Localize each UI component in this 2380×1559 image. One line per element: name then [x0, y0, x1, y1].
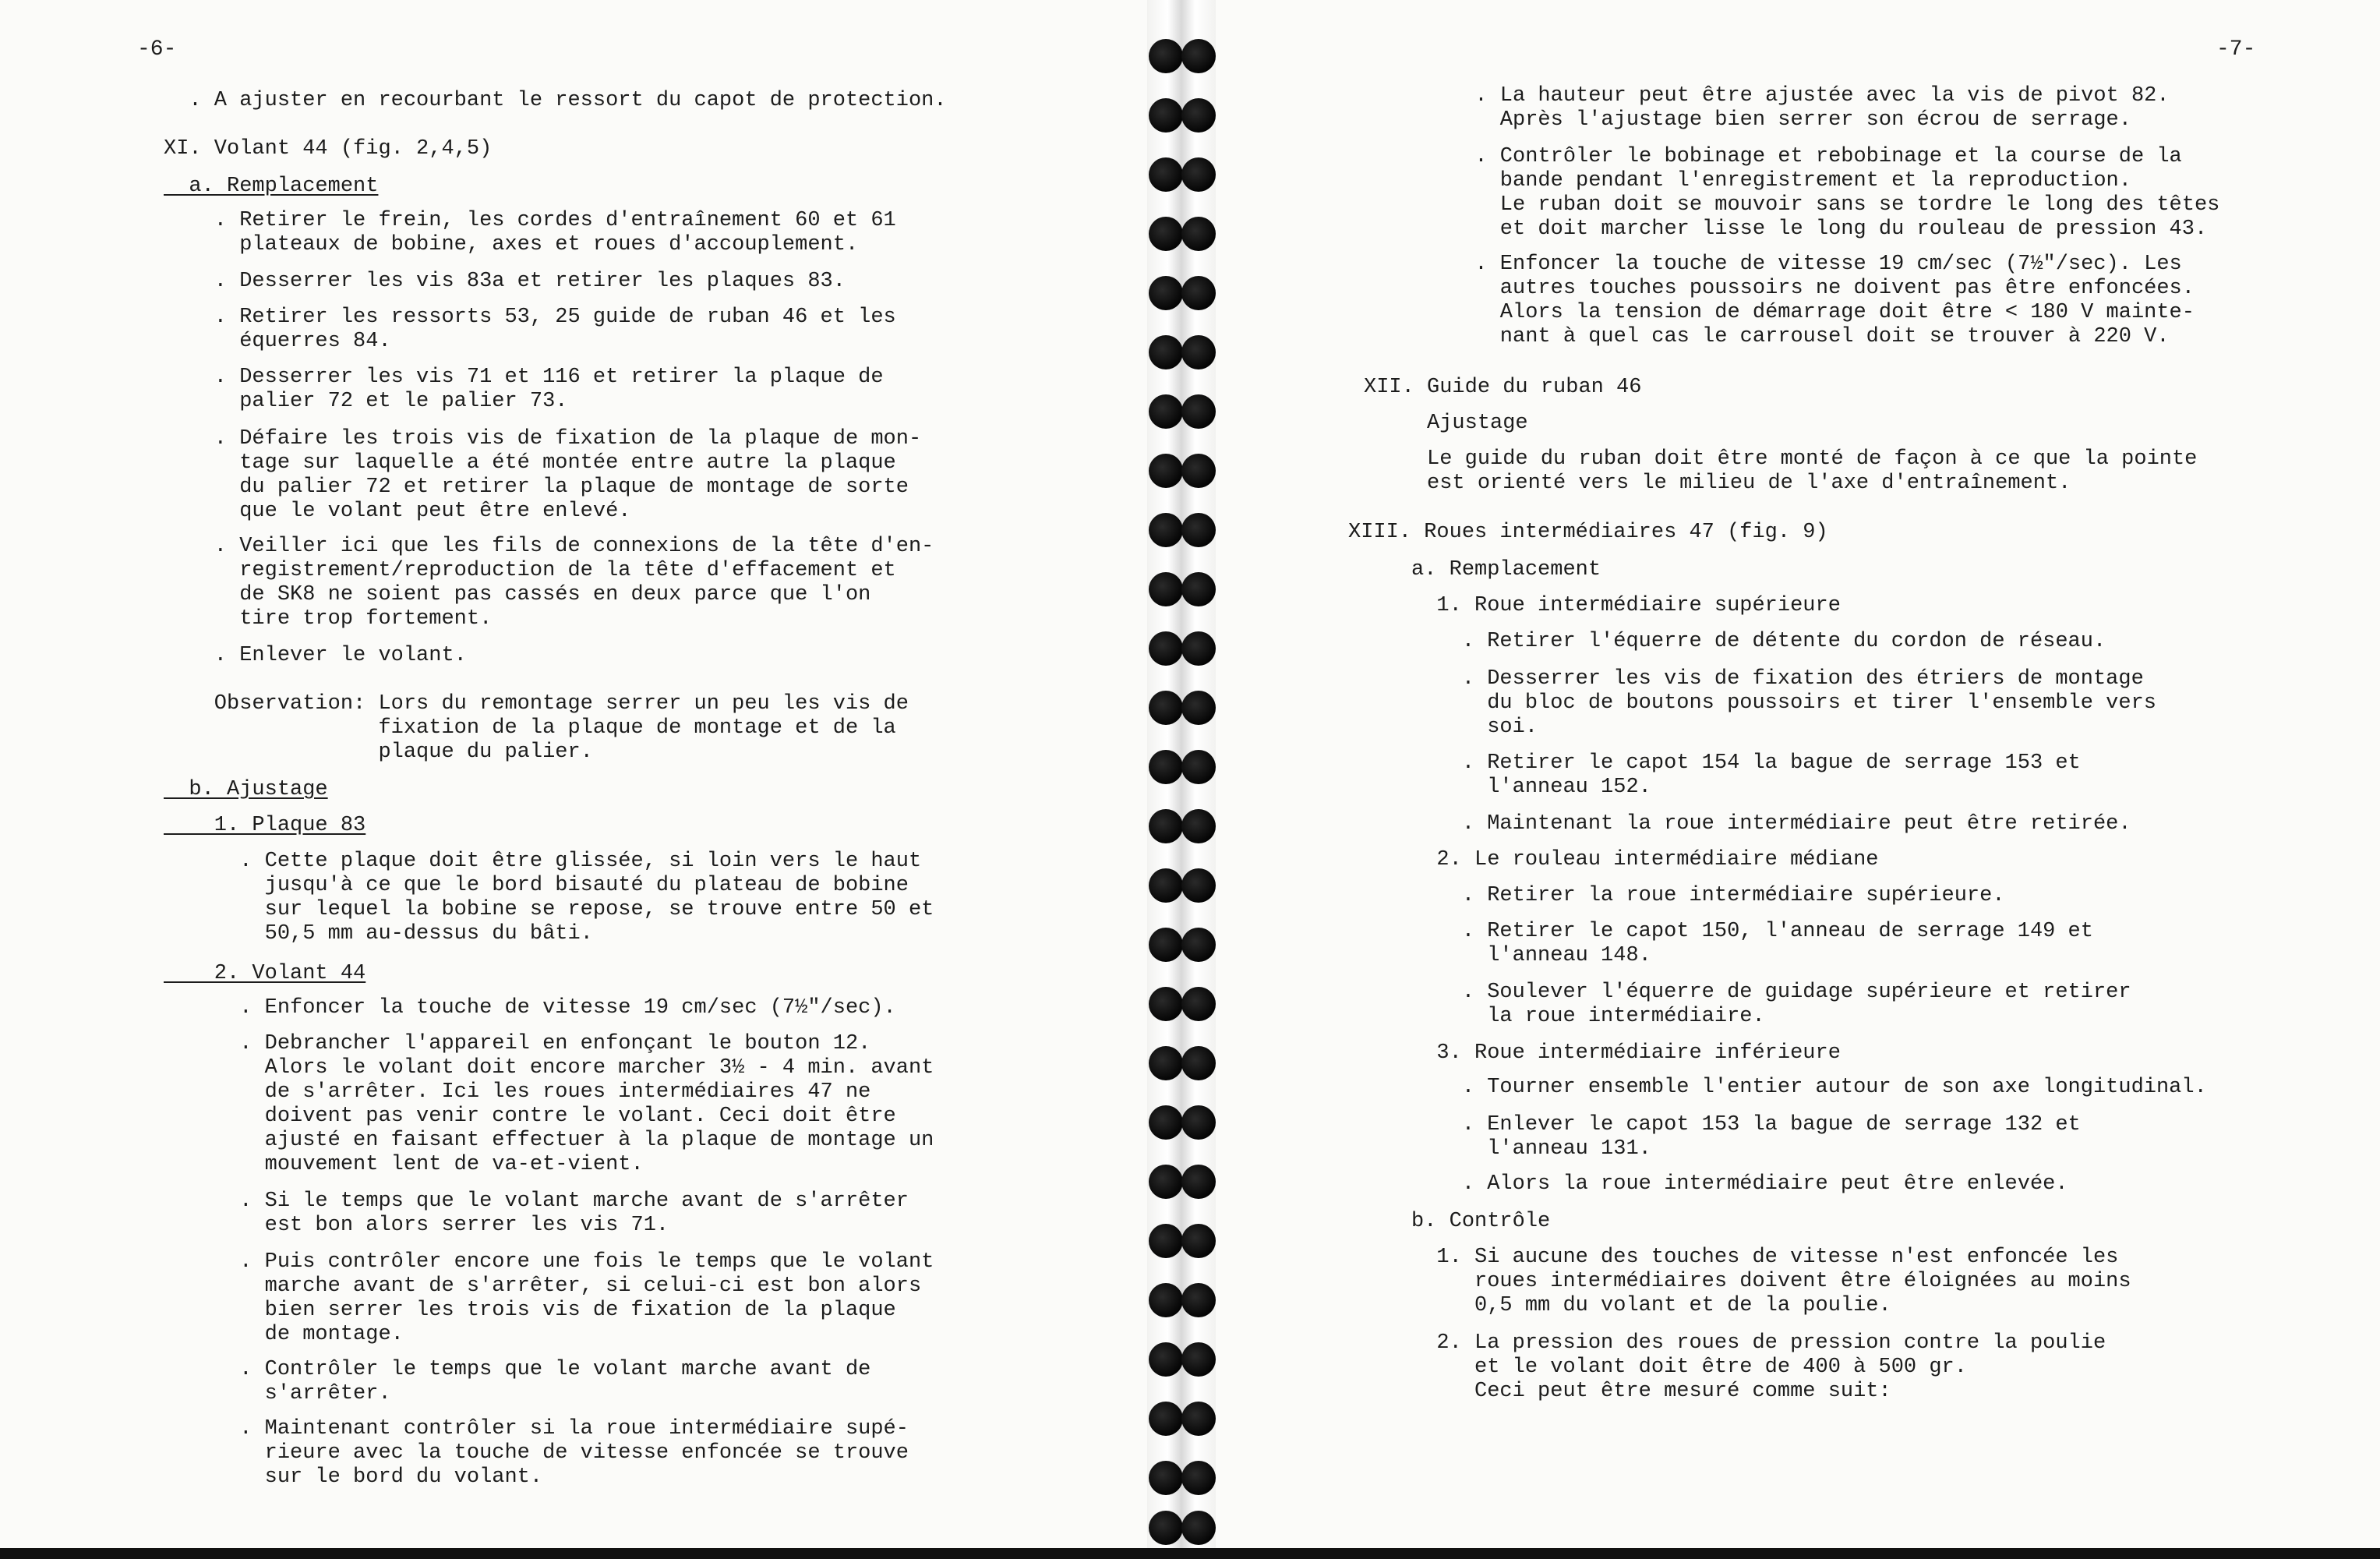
section-heading: XIII. Roues intermédiaires 47 (fig. 9): [1348, 521, 1828, 544]
binding-hole: [1149, 572, 1183, 606]
binding-hole: [1181, 513, 1216, 547]
binding-hole: [1149, 1461, 1183, 1495]
text-line: . Enlever le volant.: [164, 644, 467, 667]
text-line: . Retirer la roue intermédiaire supérieure.: [1348, 884, 2005, 907]
text-line: de s'arrêter. Ici les roues intermédiaires 47 ne: [164, 1080, 871, 1104]
text-line: . Desserrer les vis de fixation des étriers de montage: [1348, 667, 2144, 691]
text-line: Après l'ajustage bien serrer son écrou de serrage.: [1450, 108, 2131, 132]
binding-hole: [1181, 1511, 1216, 1545]
binding-hole: [1181, 928, 1216, 962]
text-line: et le volant doit être de 400 à 500 gr.: [1348, 1356, 1967, 1379]
text-line: . Maintenant contrôler si la roue intermédiaire supé-: [164, 1417, 909, 1441]
observation-line: Observation: Lors du remontage serrer un peu les vis de: [164, 692, 909, 716]
text-line: . Debrancher l'appareil en enfonçant le bouton 12.: [164, 1032, 871, 1055]
binding-hole: [1181, 868, 1216, 903]
text-line: . Cette plaque doit être glissée, si loin vers le haut: [164, 850, 922, 873]
text-line: tage sur laquelle a été montée entre autre la plaque: [164, 451, 896, 475]
text-line: et doit marcher lisse le long du rouleau de pression 43.: [1450, 217, 2208, 241]
text-line: est orienté vers le milieu de l'axe d'entraînement.: [1364, 472, 2071, 495]
binding-hole: [1149, 1342, 1183, 1377]
binding-hole: [1149, 513, 1183, 547]
text-line: du bloc de boutons poussoirs et tirer l'ensemble vers: [1348, 691, 2156, 715]
text-line: registrement/reproduction de la tête d'effacement et: [164, 559, 896, 582]
binding-hole: [1149, 928, 1183, 962]
text-line: l'anneau 131.: [1348, 1137, 1651, 1161]
text-line: . Défaire les trois vis de fixation de la plaque de mon-: [164, 427, 922, 451]
subsection-heading: a. Remplacement: [164, 175, 379, 198]
subsection-heading: 2. Volant 44: [164, 962, 366, 985]
binding-hole: [1149, 1165, 1183, 1199]
binding-hole: [1181, 1105, 1216, 1140]
binding-hole: [1149, 98, 1183, 133]
binding-hole: [1149, 631, 1183, 666]
binding-hole: [1149, 39, 1183, 73]
text-line: . Desserrer les vis 71 et 116 et retirer la plaque de: [164, 366, 884, 389]
text-line: . Maintenant la roue intermédiaire peut être retirée.: [1348, 812, 2131, 836]
binding-hole: [1149, 157, 1183, 192]
page-number: -6-: [137, 37, 177, 62]
binding-hole: [1181, 572, 1216, 606]
binding-hole: [1181, 1224, 1216, 1258]
subsection-heading: 1. Roue intermédiaire supérieure: [1348, 594, 1841, 617]
text-line: l'anneau 152.: [1348, 776, 1651, 799]
text-line: mouvement lent de va-et-vient.: [164, 1153, 644, 1176]
text-line: . Retirer le capot 154 la bague de serrage 153 et: [1348, 751, 2081, 775]
text-line: équerres 84.: [164, 330, 391, 353]
text-line: 50,5 mm au-dessus du bâti.: [164, 922, 593, 946]
binding-hole: [1181, 809, 1216, 843]
text-line: . Alors la roue intermédiaire peut être enlevée.: [1348, 1172, 2068, 1196]
binding-hole: [1149, 1046, 1183, 1080]
text-line: . Enfoncer la touche de vitesse 19 cm/sec (7½"/sec). Les: [1450, 253, 2182, 276]
binding-hole: [1181, 1283, 1216, 1317]
text-line: l'anneau 148.: [1348, 944, 1651, 967]
binding-hole: [1149, 750, 1183, 784]
text-line: . Retirer les ressorts 53, 25 guide de ruban 46 et les: [164, 306, 896, 329]
text-line: . Retirer le frein, les cordes d'entraînement 60 et 61: [164, 209, 896, 232]
text-line: . Soulever l'équerre de guidage supérieure et retirer: [1348, 981, 2131, 1004]
text-line: palier 72 et le palier 73.: [164, 390, 568, 413]
binding-hole: [1149, 987, 1183, 1021]
text-line: s'arrêter.: [164, 1382, 391, 1405]
text-line: Ceci peut être mesuré comme suit:: [1348, 1380, 1891, 1403]
text-line: que le volant peut être enlevé.: [164, 500, 631, 523]
binding-spine: [1147, 0, 1216, 1559]
binding-hole: [1181, 394, 1216, 429]
binding-hole: [1149, 454, 1183, 488]
text-line: soi.: [1348, 716, 1538, 739]
text-line: roues intermédiaires doivent être éloignées au moins: [1348, 1270, 2131, 1293]
text-line: . Puis contrôler encore une fois le temps que le volant: [164, 1250, 934, 1274]
text-line: Le ruban doit se mouvoir sans se tordre le long des têtes: [1450, 193, 2220, 217]
text-line: Alors le volant doit encore marcher 3½ - 4 min. avant: [164, 1056, 934, 1080]
scan-bottom-edge: [0, 1548, 2380, 1559]
section-heading: XII. Guide du ruban 46: [1364, 376, 1642, 399]
text-line: . Enfoncer la touche de vitesse 19 cm/sec (7½"/sec).: [164, 996, 896, 1020]
text-line: . Contrôler le bobinage et rebobinage et la course de la: [1450, 145, 2182, 168]
binding-hole: [1181, 987, 1216, 1021]
text-line: Alors la tension de démarrage doit être < 180 V mainte-: [1450, 301, 2195, 324]
binding-hole: [1149, 394, 1183, 429]
subsection-heading: Ajustage: [1364, 412, 1528, 435]
binding-hole: [1181, 631, 1216, 666]
text-line: . Retirer le capot 150, l'anneau de serrage 149 et: [1348, 920, 2093, 943]
binding-hole: [1181, 157, 1216, 192]
binding-hole: [1149, 1402, 1183, 1436]
binding-hole: [1181, 98, 1216, 133]
right-page: [1216, 0, 2380, 1559]
binding-hole: [1149, 691, 1183, 725]
text-line: jusqu'à ce que le bord bisauté du plateau de bobine: [164, 874, 909, 897]
binding-hole: [1181, 1342, 1216, 1377]
subsection-heading: 1. Plaque 83: [164, 814, 366, 837]
text-line: 0,5 mm du volant et de la poulie.: [1348, 1294, 1891, 1317]
text-line: la roue intermédiaire.: [1348, 1005, 1765, 1028]
subsection-heading: b. Ajustage: [164, 778, 328, 801]
subsection-heading: 3. Roue intermédiaire inférieure: [1348, 1041, 1841, 1065]
text-line: de montage.: [164, 1323, 404, 1346]
text-line: 1. Si aucune des touches de vitesse n'est enfoncée les: [1348, 1246, 2119, 1269]
text-line: . A ajuster en recourbant le ressort du capot de protection.: [164, 89, 947, 112]
text-line: 2. La pression des roues de pression contre la poulie: [1348, 1331, 2106, 1355]
text-line: sur le bord du volant.: [164, 1465, 543, 1489]
binding-hole: [1181, 1402, 1216, 1436]
binding-hole: [1181, 39, 1216, 73]
text-line: sur lequel la bobine se repose, se trouve entre 50 et: [164, 898, 934, 921]
text-line: . La hauteur peut être ajustée avec la vis de pivot 82.: [1450, 84, 2170, 108]
binding-hole: [1149, 335, 1183, 369]
binding-hole: [1149, 1105, 1183, 1140]
binding-hole: [1181, 454, 1216, 488]
binding-hole: [1181, 1165, 1216, 1199]
text-line: . Tourner ensemble l'entier autour de son axe longitudinal.: [1348, 1076, 2207, 1099]
binding-hole: [1181, 750, 1216, 784]
text-line: de SK8 ne soient pas cassés en deux parce que l'on: [164, 583, 871, 606]
text-line: fixation de la plaque de montage et de la: [164, 716, 896, 740]
binding-hole: [1181, 1046, 1216, 1080]
text-line: . Si le temps que le volant marche avant de s'arrêter: [164, 1190, 909, 1213]
text-line: . Retirer l'équerre de détente du cordon de réseau.: [1348, 630, 2106, 653]
section-heading: XI. Volant 44 (fig. 2,4,5): [164, 137, 493, 161]
text-line: . Enlever le capot 153 la bague de serrage 132 et: [1348, 1113, 2081, 1137]
binding-hole: [1181, 691, 1216, 725]
text-line: Le guide du ruban doit être monté de façon à ce que la pointe: [1364, 447, 2198, 471]
text-line: nant à quel cas le carrousel doit se trouver à 220 V.: [1450, 325, 2170, 348]
text-line: ajusté en faisant effectuer à la plaque de montage un: [164, 1129, 934, 1152]
text-line: bien serrer les trois vis de fixation de la plaque: [164, 1299, 896, 1322]
text-line: . Veiller ici que les fils de connexions de la tête d'en-: [164, 535, 934, 558]
subsection-heading: a. Remplacement: [1348, 558, 1601, 582]
subsection-heading: b. Contrôle: [1348, 1210, 1551, 1233]
text-line: tire trop fortement.: [164, 607, 493, 631]
text-line: du palier 72 et retirer la plaque de montage de sorte: [164, 475, 909, 499]
subsection-heading: 2. Le rouleau intermédiaire médiane: [1348, 848, 1879, 871]
text-line: . Desserrer les vis 83a et retirer les plaques 83.: [164, 270, 846, 293]
text-line: bande pendant l'enregistrement et la reproduction.: [1450, 169, 2131, 193]
binding-hole: [1181, 335, 1216, 369]
text-line: doivent pas venir contre le volant. Ceci doit être: [164, 1105, 896, 1128]
binding-hole: [1149, 1283, 1183, 1317]
text-line: autres touches poussoirs ne doivent pas être enfoncées.: [1450, 277, 2195, 300]
text-line: marche avant de s'arrêter, si celui-ci est bon alors: [164, 1274, 922, 1298]
text-line: plateaux de bobine, axes et roues d'accouplement.: [164, 233, 859, 256]
text-line: rieure avec la touche de vitesse enfoncée se trouve: [164, 1441, 909, 1465]
binding-hole: [1181, 276, 1216, 310]
page-number: -7-: [2216, 37, 2256, 62]
binding-hole: [1149, 276, 1183, 310]
binding-hole: [1181, 217, 1216, 251]
text-line: . Contrôler le temps que le volant marche avant de: [164, 1358, 871, 1381]
text-line: est bon alors serrer les vis 71.: [164, 1214, 669, 1237]
binding-hole: [1149, 809, 1183, 843]
binding-hole: [1181, 1461, 1216, 1495]
binding-hole: [1149, 1511, 1183, 1545]
binding-hole: [1149, 868, 1183, 903]
left-page: [0, 0, 1147, 1559]
binding-hole: [1149, 217, 1183, 251]
text-line: plaque du palier.: [164, 741, 593, 764]
binding-hole: [1149, 1224, 1183, 1258]
